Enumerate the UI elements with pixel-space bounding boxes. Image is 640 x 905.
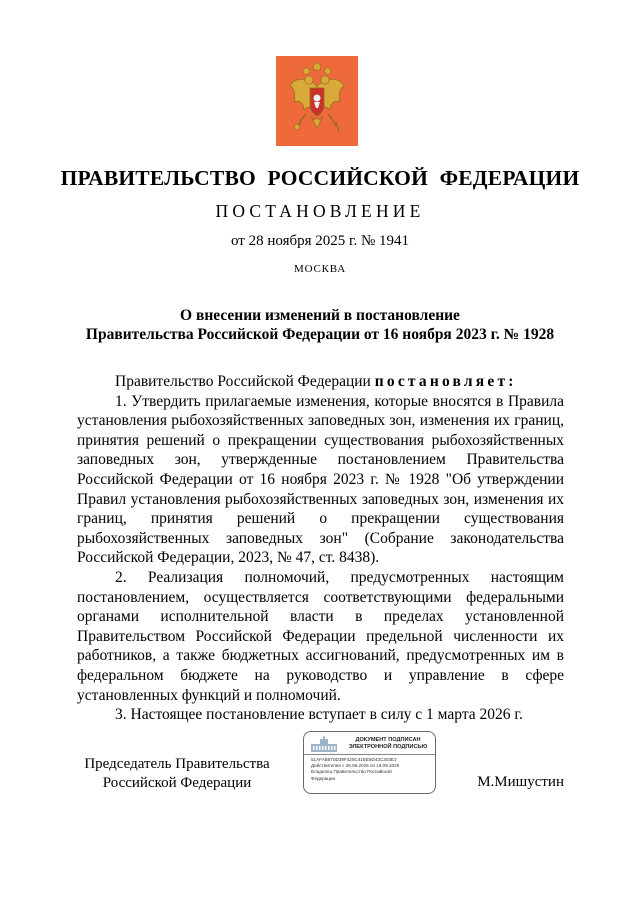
- stamp-owner-line-2: Федерации: [311, 775, 336, 781]
- signatory-position-line-2: Российской Федерации: [102, 775, 252, 791]
- stamp-title-line-1: ДОКУМЕНТ ПОДПИСАН: [355, 737, 421, 743]
- signatory-position-line-1: Председатель Правительства: [84, 756, 270, 772]
- stamp-certificate: 51AFAB870D39F420C41EE5D43C303E3: [311, 757, 397, 762]
- date-and-number: от 28 ноября 2025 г. № 1941: [230, 233, 410, 249]
- stamp-validity: Действителен с 26.06.2025 по 19.09.2026: [311, 763, 400, 769]
- document-type: ПОСТАНОВЛЕНИЕ: [215, 201, 425, 221]
- government-title: ПРАВИТЕЛЬСТВО РОССИЙСКОЙ ФЕДЕРАЦИИ: [60, 166, 580, 190]
- item-2: 2. Реализация полномочий, предусмотренных настоящим постановлением, осуществляется соответствующими федеральными органами исполнительной власти в пределах установленной Правительством Российской Федерации предельной численности их работников, а также бюджетных ассигнований, предусмотренных им в федеральном бюджете на руководство и управление в сфере установленных функций и полномочий.: [77, 568, 564, 704]
- signatory-name: М.Мишустин: [477, 774, 564, 790]
- stamp-details: [311, 757, 399, 782]
- subject-line-1: О внесении изменений в постановление: [180, 307, 460, 324]
- document-subject: [40, 306, 600, 344]
- resolves-word: постановляет:: [374, 373, 517, 390]
- stamp-title: [344, 737, 432, 751]
- item-1: 1. Утвердить прилагаемые изменения, которые вносятся в Правила установления рыбохозяйственных заповедных зон, изменения их границ, принятия решений о прекращении существования рыбохозяйственных заповедных зон, утвержденные постановлением Правительства Российской Федерации от 16 ноября 2023 г. № 1928 "Об утверждении Правил установления рыбохозяйственных заповедных зон, изменения их границ, принятия решений о прекращении существования рыбохозяйственных заповедных зон" (Собрание законодательства Российской Федерации, 2023, № 47, ст. 8438).: [77, 392, 564, 567]
- signatory-position: [77, 755, 277, 793]
- document-body: [77, 372, 564, 725]
- preamble-text: Правительство Российской Федерации: [115, 373, 375, 390]
- electronic-signature-stamp: [303, 731, 436, 794]
- stamp-divider: [304, 754, 435, 755]
- preamble: [77, 372, 564, 392]
- government-building-icon: [309, 736, 339, 754]
- city: МОСКВА: [294, 263, 346, 275]
- subject-line-2: Правительства Российской Федерации от 16 ноября 2023 г. № 1928: [85, 326, 555, 343]
- stamp-owner-line-1: Владелец Правительство Российской: [311, 769, 392, 775]
- item-3: 3. Настоящее постановление вступает в силу с 1 марта 2026 г.: [115, 706, 523, 724]
- stamp-title-line-2: ЭЛЕКТРОННОЙ ПОДПИСЬЮ: [348, 744, 428, 750]
- coat-of-arms-emblem: [276, 56, 358, 146]
